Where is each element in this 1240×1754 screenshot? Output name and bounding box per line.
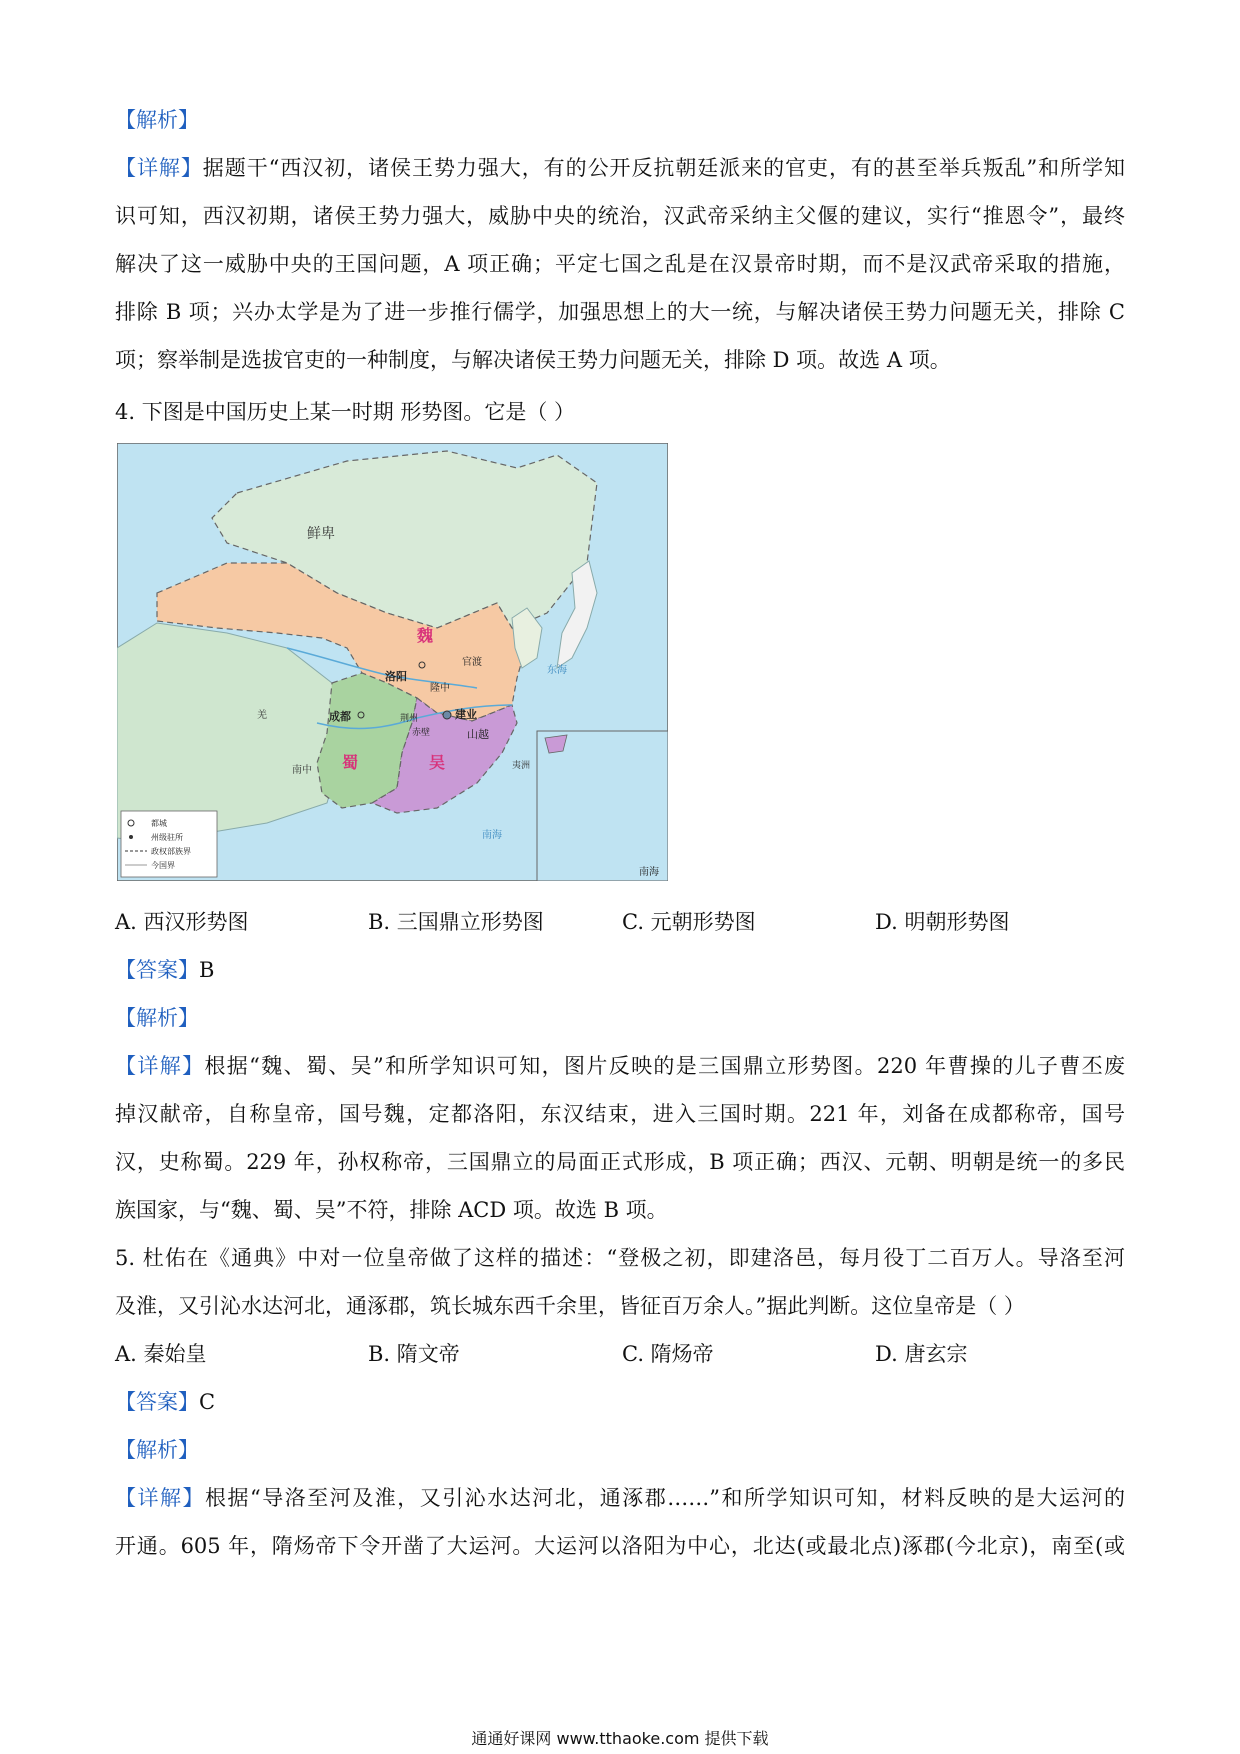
map-legend [121,811,217,877]
label-wu: 吴 [429,753,446,772]
q4-stem: 4. 下图是中国历史上某一时期 形势图。它是（ ） [115,400,576,424]
q5-analysis-tag: 【解析】 [115,1438,199,1462]
label-shanyue: 山越 [467,728,489,741]
q3-detail-text-1: 据题干“西汉初，诸侯王势力强大，有的公开反抗朝廷派来的官吏，有的甚至举兵叛乱”和所学知 [202,156,1126,180]
q5-option-c: C. 隋炀帝 [622,1342,714,1366]
label-xianbei: 鲜卑 [307,526,335,542]
label-nanhai-inset: 南海 [639,867,659,878]
q4-detail-line-1 [115,1053,1125,1079]
label-nanzhong: 南中 [292,765,312,776]
q5-detail-text-1: 根据“导洛至河及淮，又引沁水达河北，通涿郡……”和所学知识可知，材料反映的是大运河的 [205,1486,1126,1510]
q5-stem-line-1: 5. 杜佑在《通典》中对一位皇帝做了这样的描述：“登极之初，即建洛邑，每月役丁二百万人。导洛至河 [115,1246,1125,1270]
q5-detail-tag: 【详解】 [115,1486,206,1510]
q5-answer-line [115,1389,215,1415]
label-jingzhou: 荆州 [400,714,419,724]
q3-analysis-tag: 【解析】 [115,108,199,132]
q5-answer: C [199,1390,216,1414]
label-wei: 魏 [417,626,434,645]
q4-option-c: C. 元朝形势图 [622,910,756,934]
q5-option-d: D. 唐玄宗 [875,1342,968,1366]
q4-answer-tag: 【答案】 [115,958,199,982]
jianye-marker [443,711,451,719]
legend-state-seat: 州级驻所 [151,833,183,842]
q4-detail-text-1: 根据“魏、蜀、吴”和所学知识可知，图片反映的是三国鼎立形势图。220 年曹操的儿子曹丕废 [204,1054,1125,1078]
q5-detail-line-2: 开通。605 年，隋炀帝下令开凿了大运河。大运河以洛阳为中心，北达(或最北点)涿郡(今北京)，南至(或 [115,1534,1125,1558]
q4-detail-tag: 【详解】 [115,1054,205,1078]
q4-detail-line-2: 掉汉献帝，自称皇帝，国号魏，定都洛阳，东汉结束，进入三国时期。221 年，刘备在成都称帝，国号 [115,1102,1125,1126]
q5-option-a: A. 秦始皇 [115,1342,207,1366]
legend-state-seat-icon [129,835,133,839]
q3-detail-tag: 【详解】 [115,156,203,180]
q5-option-b: B. 隋文帝 [368,1342,460,1366]
label-luoyang: 洛阳 [385,670,407,683]
three-kingdoms-map [117,443,668,881]
q3-detail-line-3: 解决了这一威胁中央的王国问题，A 项正确；平定七国之乱是在汉景帝时期，而不是汉武帝采取的措施， [115,252,1125,276]
page-footer: 通通好课网 www.tthaoke.com 提供下载 [471,1729,769,1748]
q5-stem-line-2: 及淮，又引沁水达河北，通涿郡，筑长城东西千余里，皆征百万余人。”据此判断。这位皇帝是（ ） [115,1294,1025,1318]
label-shu: 蜀 [342,753,359,772]
legend-border: 政权部族界 [151,847,191,856]
q5-detail-line-1 [115,1485,1125,1511]
q3-detail-line-1 [115,155,1125,181]
legend-capital: 都城 [151,819,167,828]
label-jianye: 建业 [455,708,477,721]
label-chengdu: 成都 [329,710,351,723]
label-chibi: 赤壁 [412,728,431,738]
q4-answer: B [199,958,215,982]
q4-option-d: D. 明朝形势图 [875,910,1010,934]
q4-analysis-tag: 【解析】 [115,1006,199,1030]
label-yizhou: 夷洲 [512,761,531,771]
q5-answer-tag: 【答案】 [115,1390,199,1414]
nanhai-inset [537,731,668,881]
label-donghai: 东海 [547,665,567,676]
label-longzhong: 隆中 [430,683,450,694]
label-nanhai-sea: 南海 [482,830,502,841]
q4-answer-line [115,957,214,983]
legend-modern-border: 今国界 [151,861,175,870]
label-qiang: 羌 [257,710,267,721]
q4-detail-line-4: 族国家，与“魏、蜀、吴”不符，排除 ACD 项。故选 B 项。 [115,1198,668,1222]
label-guandu: 官渡 [462,657,482,668]
q4-option-b: B. 三国鼎立形势图 [368,910,544,934]
q3-detail-line-5: 项；察举制是选拔官吏的一种制度，与解决诸侯王势力问题无关，排除 D 项。故选 A 项。 [115,348,951,372]
q3-detail-line-4: 排除 B 项；兴办太学是为了进一步推行儒学，加强思想上的大一统，与解决诸侯王势力问题无关，排除 C [115,300,1125,324]
q3-detail-line-2: 识可知，西汉初期，诸侯王势力强大，威胁中央的统治，汉武帝采纳主父偃的建议，实行“推恩令”，最终 [115,204,1125,228]
q4-option-a: A. 西汉形势图 [115,910,249,934]
q4-detail-line-3: 汉，史称蜀。229 年，孙权称帝，三国鼎立的局面正式形成，B 项正确；西汉、元朝、明朝是统一的多民 [115,1150,1125,1174]
